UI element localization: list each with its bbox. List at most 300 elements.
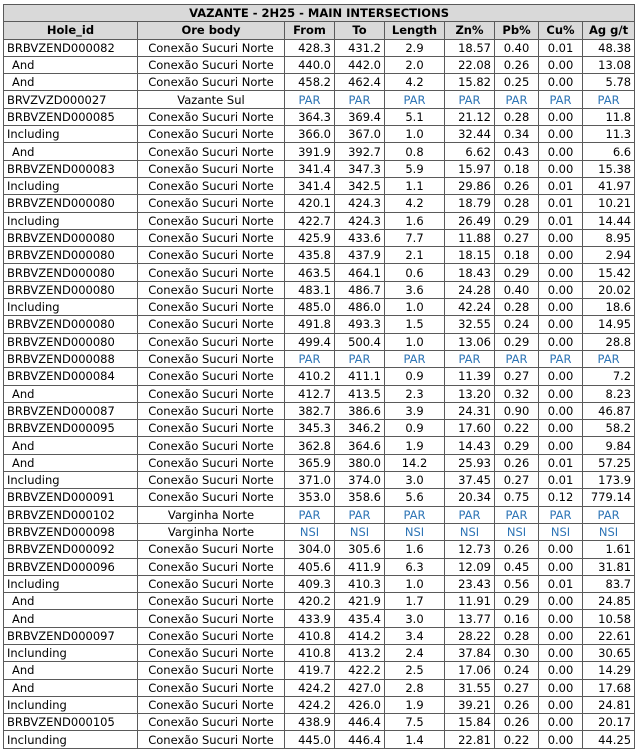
cell-cu-pct: 0.00 [539,437,583,454]
cell-from: 445.0 [285,731,335,748]
cell-zn-pct: PAR [445,350,495,367]
cell-to: 422.2 [335,662,385,679]
table-row [4,91,635,108]
cell-zn-pct: 12.73 [445,541,495,558]
cell-pb-pct: 0.28 [495,627,539,644]
cell-from: 424.2 [285,696,335,713]
cell-length: 6.3 [385,558,445,575]
cell-ag-gt: 7.2 [583,368,635,385]
cell-pb-pct: 0.40 [495,39,539,56]
cell-from: 499.4 [285,333,335,350]
cell-ore-body: Vazante Sul [138,91,285,108]
cell-to: 413.2 [335,644,385,661]
cell-from: 491.8 [285,316,335,333]
cell-cu-pct: 0.00 [539,385,583,402]
cell-zn-pct: 18.79 [445,195,495,212]
cell-to: 411.1 [335,368,385,385]
cell-length: 1.4 [385,731,445,748]
column-header-from: From [285,22,335,39]
cell-from: 425.9 [285,229,335,246]
cell-ag-gt: 20.17 [583,714,635,731]
cell-zn-pct: 18.43 [445,264,495,281]
table-row [4,126,635,143]
cell-ore-body: Conexão Sucuri Norte [138,731,285,748]
cell-hole-id: Including [4,212,138,229]
cell-hole-id: And [4,437,138,454]
cell-from: 353.0 [285,489,335,506]
table-row [4,212,635,229]
cell-from: 440.0 [285,56,335,73]
column-header-ore-body: Ore body [138,22,285,39]
cell-hole-id: BRBVZEND000091 [4,489,138,506]
cell-ore-body: Conexão Sucuri Norte [138,472,285,489]
cell-zn-pct: 31.55 [445,679,495,696]
column-header-length: Length [385,22,445,39]
cell-to: 346.2 [335,420,385,437]
cell-length: PAR [385,350,445,367]
cell-length: 0.9 [385,368,445,385]
table-row [4,108,635,125]
cell-pb-pct: 0.29 [495,593,539,610]
cell-ore-body: Conexão Sucuri Norte [138,679,285,696]
cell-from: NSI [285,523,335,540]
cell-length: 2.3 [385,385,445,402]
cell-to: 380.0 [335,454,385,471]
cell-from: 364.3 [285,108,335,125]
cell-ag-gt: PAR [583,91,635,108]
cell-pb-pct: 0.28 [495,195,539,212]
cell-to: 424.3 [335,195,385,212]
cell-ore-body: Conexão Sucuri Norte [138,558,285,575]
cell-pb-pct: 0.26 [495,177,539,194]
cell-pb-pct: 0.26 [495,454,539,471]
cell-ore-body: Conexão Sucuri Norte [138,333,285,350]
cell-ag-gt: 6.6 [583,143,635,160]
cell-hole-id: And [4,385,138,402]
cell-from: PAR [285,350,335,367]
cell-pb-pct: 0.29 [495,333,539,350]
cell-cu-pct: PAR [539,350,583,367]
cell-zn-pct: 37.45 [445,472,495,489]
cell-cu-pct: 0.00 [539,593,583,610]
table-row [4,56,635,73]
cell-ore-body: Conexão Sucuri Norte [138,316,285,333]
cell-to: 431.2 [335,39,385,56]
intersections-table [3,4,635,749]
cell-ore-body: Conexão Sucuri Norte [138,74,285,91]
cell-ag-gt: 14.29 [583,662,635,679]
cell-ag-gt: 22.61 [583,627,635,644]
cell-from: 428.3 [285,39,335,56]
cell-ore-body: Conexão Sucuri Norte [138,627,285,644]
cell-to: 435.4 [335,610,385,627]
table-row [4,39,635,56]
cell-ag-gt: NSI [583,523,635,540]
cell-zn-pct: 22.08 [445,56,495,73]
cell-from: 304.0 [285,541,335,558]
cell-hole-id: BRBVZEND000096 [4,558,138,575]
cell-hole-id: BRBVZEND000095 [4,420,138,437]
cell-ag-gt: 30.65 [583,644,635,661]
cell-length: PAR [385,91,445,108]
cell-hole-id: And [4,610,138,627]
cell-ore-body: Conexão Sucuri Norte [138,350,285,367]
cell-ore-body: Conexão Sucuri Norte [138,489,285,506]
cell-hole-id: Including [4,126,138,143]
cell-zn-pct: 25.93 [445,454,495,471]
cell-to: 427.0 [335,679,385,696]
cell-cu-pct: 0.00 [539,420,583,437]
cell-cu-pct: 0.00 [539,160,583,177]
table-row [4,731,635,748]
cell-pb-pct: PAR [495,506,539,523]
cell-hole-id: BRVZVZD000027 [4,91,138,108]
cell-zn-pct: 17.60 [445,420,495,437]
table-row [4,523,635,540]
cell-length: 1.9 [385,437,445,454]
cell-from: 438.9 [285,714,335,731]
cell-length: 3.9 [385,402,445,419]
cell-ore-body: Conexão Sucuri Norte [138,402,285,419]
cell-hole-id: BRBVZEND000080 [4,229,138,246]
cell-pb-pct: PAR [495,350,539,367]
table-row [4,714,635,731]
cell-ag-gt: 57.25 [583,454,635,471]
cell-ag-gt: 44.25 [583,731,635,748]
cell-cu-pct: 0.00 [539,74,583,91]
cell-cu-pct: NSI [539,523,583,540]
cell-from: 362.8 [285,437,335,454]
cell-to: 305.6 [335,541,385,558]
cell-length: 1.0 [385,575,445,592]
cell-hole-id: BRBVZEND000088 [4,350,138,367]
cell-ag-gt: 13.08 [583,56,635,73]
cell-cu-pct: 0.01 [539,472,583,489]
cell-hole-id: Including [4,575,138,592]
cell-zn-pct: 13.06 [445,333,495,350]
table-row [4,644,635,661]
cell-ore-body: Conexão Sucuri Norte [138,610,285,627]
cell-hole-id: Inclunding [4,731,138,748]
cell-pb-pct: 0.24 [495,316,539,333]
table-title: VAZANTE - 2H25 - MAIN INTERSECTIONS [4,5,635,22]
cell-length: 3.0 [385,472,445,489]
cell-zn-pct: 20.34 [445,489,495,506]
cell-from: PAR [285,91,335,108]
cell-to: 374.0 [335,472,385,489]
table-row [4,264,635,281]
cell-zn-pct: 17.06 [445,662,495,679]
cell-ag-gt: 11.8 [583,108,635,125]
cell-cu-pct: 0.01 [539,39,583,56]
cell-ag-gt: PAR [583,506,635,523]
cell-length: 1.0 [385,333,445,350]
cell-ag-gt: 14.95 [583,316,635,333]
cell-pb-pct: 0.29 [495,437,539,454]
cell-ag-gt: 24.85 [583,593,635,610]
cell-to: 392.7 [335,143,385,160]
cell-pb-pct: 0.22 [495,731,539,748]
table-row [4,143,635,160]
cell-from: 365.9 [285,454,335,471]
table-title-row [4,5,635,22]
cell-from: 433.9 [285,610,335,627]
cell-hole-id: And [4,662,138,679]
cell-length: 4.2 [385,74,445,91]
cell-cu-pct: 0.00 [539,731,583,748]
cell-cu-pct: 0.00 [539,56,583,73]
cell-hole-id: BRBVZEND000098 [4,523,138,540]
cell-pb-pct: 0.90 [495,402,539,419]
cell-zn-pct: 11.91 [445,593,495,610]
cell-from: 458.2 [285,74,335,91]
cell-zn-pct: NSI [445,523,495,540]
table-row [4,420,635,437]
cell-length: 5.6 [385,489,445,506]
cell-ore-body: Conexão Sucuri Norte [138,212,285,229]
cell-to: 414.2 [335,627,385,644]
cell-cu-pct: 0.00 [539,679,583,696]
cell-ag-gt: 20.02 [583,281,635,298]
cell-from: 371.0 [285,472,335,489]
cell-ag-gt: 31.81 [583,558,635,575]
cell-hole-id: BRBVZEND000080 [4,195,138,212]
cell-hole-id: BRBVZEND000080 [4,316,138,333]
cell-from: 410.8 [285,644,335,661]
column-header-hole-id: Hole_id [4,22,138,39]
cell-zn-pct: 15.82 [445,74,495,91]
cell-to: NSI [335,523,385,540]
table-row [4,662,635,679]
cell-zn-pct: 39.21 [445,696,495,713]
cell-ag-gt: 58.2 [583,420,635,437]
cell-cu-pct: 0.00 [539,402,583,419]
column-header-ag-gt: Ag g/t [583,22,635,39]
cell-hole-id: BRBVZEND000080 [4,247,138,264]
cell-ore-body: Conexão Sucuri Norte [138,541,285,558]
cell-cu-pct: 0.00 [539,247,583,264]
cell-zn-pct: 37.84 [445,644,495,661]
cell-length: 0.6 [385,264,445,281]
cell-zn-pct: 22.81 [445,731,495,748]
table-row [4,541,635,558]
cell-from: 422.7 [285,212,335,229]
cell-ore-body: Conexão Sucuri Norte [138,593,285,610]
table-body [4,39,635,748]
cell-ore-body: Conexão Sucuri Norte [138,264,285,281]
cell-pb-pct: 0.27 [495,368,539,385]
cell-cu-pct: 0.01 [539,177,583,194]
cell-from: 405.6 [285,558,335,575]
cell-cu-pct: 0.00 [539,143,583,160]
table-row [4,506,635,523]
cell-to: 426.0 [335,696,385,713]
cell-from: 366.0 [285,126,335,143]
cell-ag-gt: 5.78 [583,74,635,91]
cell-ore-body: Conexão Sucuri Norte [138,644,285,661]
cell-ore-body: Varginha Norte [138,506,285,523]
table-row [4,454,635,471]
cell-length: 2.4 [385,644,445,661]
table-row [4,402,635,419]
cell-zn-pct: 32.44 [445,126,495,143]
cell-length: 2.0 [385,56,445,73]
cell-from: 463.5 [285,264,335,281]
cell-pb-pct: 0.29 [495,212,539,229]
cell-pb-pct: 0.45 [495,558,539,575]
cell-from: 341.4 [285,160,335,177]
table-row [4,472,635,489]
cell-pb-pct: 0.30 [495,644,539,661]
cell-cu-pct: PAR [539,506,583,523]
cell-hole-id: BRBVZEND000105 [4,714,138,731]
table-row [4,195,635,212]
cell-from: 341.4 [285,177,335,194]
cell-hole-id: BRBVZEND000085 [4,108,138,125]
cell-pb-pct: 0.26 [495,541,539,558]
table-row [4,558,635,575]
cell-cu-pct: 0.00 [539,696,583,713]
cell-pb-pct: 0.22 [495,420,539,437]
cell-from: 345.3 [285,420,335,437]
cell-ag-gt: 28.8 [583,333,635,350]
cell-ore-body: Conexão Sucuri Norte [138,368,285,385]
table-row [4,385,635,402]
cell-hole-id: BRBVZEND000080 [4,281,138,298]
cell-from: 382.7 [285,402,335,419]
table-row [4,74,635,91]
cell-hole-id: Including [4,472,138,489]
cell-pb-pct: 0.25 [495,74,539,91]
cell-zn-pct: PAR [445,506,495,523]
cell-pb-pct: 0.75 [495,489,539,506]
cell-hole-id: Inclunding [4,696,138,713]
cell-cu-pct: 0.00 [539,316,583,333]
cell-hole-id: BRBVZEND000080 [4,333,138,350]
table-row [4,350,635,367]
cell-to: 413.5 [335,385,385,402]
cell-ag-gt: 41.97 [583,177,635,194]
cell-ore-body: Conexão Sucuri Norte [138,714,285,731]
table-row [4,160,635,177]
intersections-table-container [3,4,634,749]
cell-ag-gt: 17.68 [583,679,635,696]
table-row [4,299,635,316]
cell-pb-pct: 0.27 [495,229,539,246]
cell-cu-pct: 0.00 [539,662,583,679]
table-row [4,333,635,350]
cell-from: 391.9 [285,143,335,160]
cell-length: 3.0 [385,610,445,627]
cell-pb-pct: 0.32 [495,385,539,402]
cell-pb-pct: 0.26 [495,714,539,731]
cell-hole-id: And [4,56,138,73]
cell-length: 2.8 [385,679,445,696]
cell-cu-pct: 0.00 [539,644,583,661]
table-row [4,593,635,610]
cell-to: 364.6 [335,437,385,454]
cell-from: 410.8 [285,627,335,644]
cell-pb-pct: 0.28 [495,108,539,125]
cell-cu-pct: 0.01 [539,575,583,592]
cell-hole-id: BRBVZEND000092 [4,541,138,558]
cell-to: 369.4 [335,108,385,125]
cell-from: 409.3 [285,575,335,592]
cell-length: 1.0 [385,126,445,143]
cell-ag-gt: 2.94 [583,247,635,264]
cell-pb-pct: 0.26 [495,56,539,73]
table-row [4,247,635,264]
cell-ore-body: Conexão Sucuri Norte [138,437,285,454]
cell-length: PAR [385,506,445,523]
cell-from: 419.7 [285,662,335,679]
cell-cu-pct: 0.00 [539,368,583,385]
cell-pb-pct: 0.43 [495,143,539,160]
cell-hole-id: BRBVZEND000084 [4,368,138,385]
cell-ag-gt: 9.84 [583,437,635,454]
cell-ag-gt: 48.38 [583,39,635,56]
cell-to: 433.6 [335,229,385,246]
cell-cu-pct: 0.00 [539,333,583,350]
cell-hole-id: And [4,679,138,696]
cell-length: 7.5 [385,714,445,731]
cell-zn-pct: 23.43 [445,575,495,592]
column-header-row [4,22,635,39]
cell-cu-pct: 0.00 [539,229,583,246]
cell-to: 437.9 [335,247,385,264]
cell-ag-gt: 8.23 [583,385,635,402]
cell-to: 367.0 [335,126,385,143]
cell-ag-gt: 11.3 [583,126,635,143]
table-row [4,627,635,644]
cell-to: 411.9 [335,558,385,575]
cell-length: 14.2 [385,454,445,471]
cell-ore-body: Conexão Sucuri Norte [138,299,285,316]
cell-to: 446.4 [335,731,385,748]
cell-length: 2.1 [385,247,445,264]
cell-to: 421.9 [335,593,385,610]
cell-zn-pct: PAR [445,91,495,108]
cell-ore-body: Conexão Sucuri Norte [138,662,285,679]
cell-zn-pct: 13.77 [445,610,495,627]
cell-hole-id: BRBVZEND000083 [4,160,138,177]
cell-from: 424.2 [285,679,335,696]
cell-ore-body: Varginha Norte [138,523,285,540]
cell-zn-pct: 21.12 [445,108,495,125]
cell-from: PAR [285,506,335,523]
cell-ore-body: Conexão Sucuri Norte [138,454,285,471]
cell-zn-pct: 12.09 [445,558,495,575]
cell-pb-pct: 0.29 [495,264,539,281]
cell-length: 1.0 [385,299,445,316]
cell-pb-pct: 0.26 [495,696,539,713]
cell-zn-pct: 18.15 [445,247,495,264]
cell-to: 347.3 [335,160,385,177]
cell-cu-pct: 0.00 [539,264,583,281]
cell-from: 435.8 [285,247,335,264]
cell-length: 0.9 [385,420,445,437]
cell-length: 3.4 [385,627,445,644]
cell-cu-pct: 0.01 [539,195,583,212]
cell-ore-body: Conexão Sucuri Norte [138,195,285,212]
cell-cu-pct: 0.01 [539,454,583,471]
cell-to: 386.6 [335,402,385,419]
cell-length: 1.7 [385,593,445,610]
cell-pb-pct: 0.28 [495,299,539,316]
cell-length: 4.2 [385,195,445,212]
cell-to: 464.1 [335,264,385,281]
cell-to: 462.4 [335,74,385,91]
